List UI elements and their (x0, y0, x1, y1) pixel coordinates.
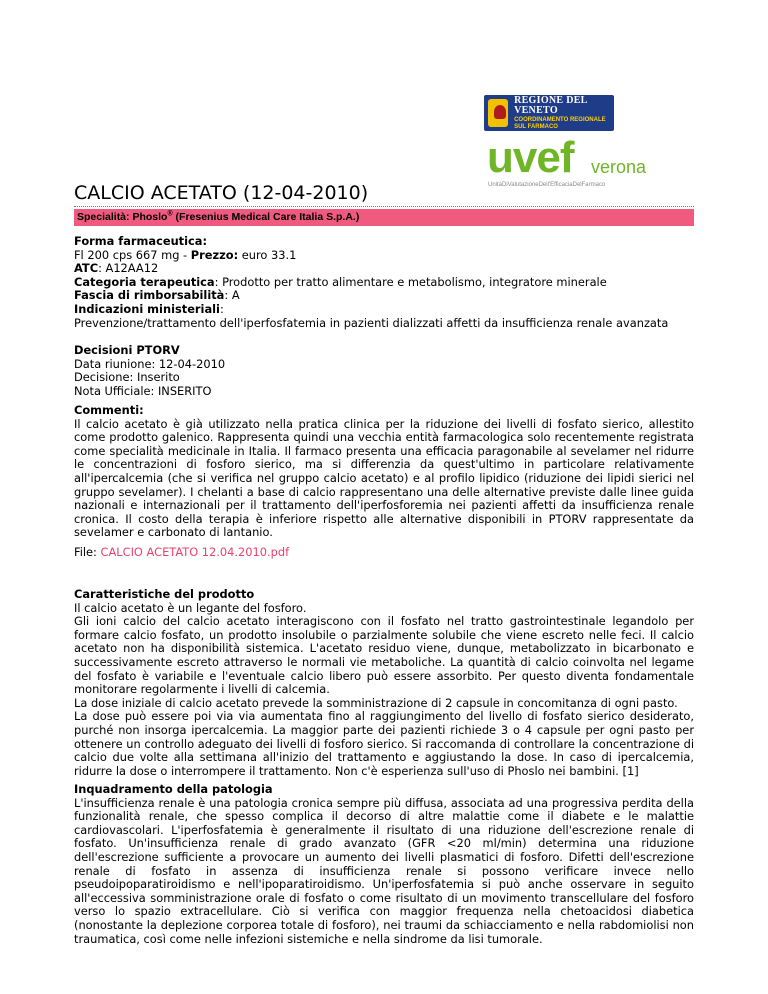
categoria-value: : Prodotto per tratto alimentare e metabolismo, integratore minerale (214, 274, 607, 289)
inquadramento-section (74, 783, 694, 946)
file-link[interactable]: CALCIO ACETATO 12.04.2010.pdf (100, 545, 290, 559)
caratteristiche-para1: Gli ioni calcio del calcio acetato interagiscono con il fosfato nel tratto gastrointestinale legandolo per formare calcio fosfato, un prodotto insolubile o parzialmente solubile che viene escreto nelle feci. Il calcio acetato non ha disponibilità sistemica. L'acetato residuo viene, dunque, metabolizzato in bicarbonato e successivamente escreto attraverso le normali vie metaboliche. La quantità di calcio coinvolta nel legame del fosfato è variabile e l'eventuale calcio libero può essere assorbito. Per questo diventa fondamentale monitorare regolarmente i livelli di calcemia. (74, 614, 694, 697)
inquadramento-heading: Inquadramento della patologia (74, 782, 273, 796)
indicazioni-colon: : (219, 301, 224, 316)
categoria-label: Categoria terapeutica (74, 274, 215, 289)
decisioni-data: Data riunione: 12-04-2010 (74, 356, 226, 371)
commenti-heading: Commenti: (74, 403, 144, 417)
commenti-text: Il calcio acetato è già utilizzato nella pratica clinica per la riduzione dei livelli di fosfato sierico, allestito come prodotto galenico. Rappresenta quindi una vecchia entità farmacologica solo recentemente registrata come specialità medicinale in Italia. Il farmaco presenta una efficacia paragonabile al sevelamer nel ridurre le concentrazioni di fosforo sierico, ma si differenzia da quest'ultimo in particolare relativamente all'ipercalcemia (che si verifica nel gruppo calcio acetato) e al profilo lipidico (riduzione dei lipidi sierici nel gruppo sevelamer). I chelanti a base di calcio rappresentano una delle alternative previste dalle linee guida nazionali e internazionali per il trattamento dell'iperfosforemia nei pazienti affetti da insufficienza renale cronica. Il costo della terapia è inferiore rispetto alle alternative disponibili in PTORV rappresentate da sevelamer e carbonato di lantanio. (74, 416, 694, 540)
file-label: File: (74, 545, 101, 559)
caratteristiche-para2: La dose può essere poi via via aumentata fino al raggiungimento del livello di fosfato sierico desiderato, purché non insorga ipercalcemia. La maggior parte dei pazienti richiede 3 o 4 capsule per ogni pasto per ottenere un controllo adeguato dei livelli di fosforo sierico. Si raccomanda di controllare la concentrazione di calcio due volte alla settimana all'inizio del trattamento e aggiustando la dose. In caso di ipercalcemia, ridurre la dose o interrompere il trattamento. Non c'è esperienza sull'uso di Phoslo nei bambini. [1] (74, 709, 694, 778)
uvef-logo-tagline: UnitàDiValutazioneDell'EfficaciaDelFarmaco (488, 182, 606, 188)
specialty-prefix: Specialità: Phoslo (77, 211, 168, 223)
caratteristiche-heading: Caratteristiche del prodotto (74, 587, 255, 601)
atc-label: ATC (74, 261, 99, 276)
decisioni-section (74, 344, 694, 398)
region-lion-icon (488, 99, 508, 127)
page-title: CALCIO ACETATO (12-04-2010) (74, 182, 369, 204)
fascia-value: : A (224, 288, 240, 303)
specialty-bar (74, 209, 694, 226)
specialty-suffix: (Fresenius Medical Care Italia S.p.A.) (172, 211, 360, 223)
caratteristiche-section (74, 588, 694, 778)
caratteristiche-line1: Il calcio acetato è un legante del fosforo. (74, 600, 307, 615)
forma-label: Forma farmaceutica: (74, 234, 208, 248)
prezzo-value: euro 33.1 (238, 247, 297, 262)
region-logo-line1: REGIONE DEL VENETO (514, 95, 588, 116)
forma-value: Fl 200 cps 667 mg - (74, 247, 191, 262)
uvef-logo-main: uvef (487, 133, 574, 182)
decisioni-heading: Decisioni PTORV (74, 343, 180, 357)
prezzo-label: Prezzo: (190, 247, 239, 262)
title-divider (74, 206, 694, 207)
region-logo (484, 95, 614, 131)
inquadramento-text: L'insufficienza renale è una patologia cronica sempre più diffusa, associata ad una progressiva perdita della funzionalità renale, che spesso complica il decorso di altre malattie come il diabete e le malattie cardiovascolari. L'iperfosfatemia è generalmente il risultato di una riduzione dell'escrezione renale di fosfato. Un'insufficienza renale di grado avanzato (GFR <20 ml/min) determina una riduzione dell'escrezione sufficiente a provocare un aumento dei livelli plasmatici di fosforo. Difetti dell'escrezione renale di fosfato in assenza di insufficienza renale si possono verificare invece nello pseudoipoparatiroidismo e nell'ipoparatiroidismo. Un'iperfosfatemia si può anche osservare in seguito all'eccessiva somministrazione orale di fosfato o come risultato di un movimento transcellulare del fosforo verso lo spazio extracellulare. Ciò si verifica con maggior frequenza nella chetoacidosi diabetica (nonostante la deplezione corporea totale di fosforo), nei traumi da schiacciamento e nella rabdomiolisi non traumatica, così come nelle infezioni sistemiche e nella sindrome da lisi tumorale. (74, 795, 694, 946)
file-section (74, 546, 694, 560)
info-section (74, 235, 694, 330)
region-logo-line2: COORDINAMENTO REGIONALE (514, 117, 606, 123)
commenti-section (74, 404, 694, 540)
uvef-logo (487, 133, 687, 188)
region-logo-line3: SUL FARMACO (514, 124, 558, 130)
caratteristiche-line2: La dose iniziale di calcio acetato prevede la somministrazione di 2 capsule in concomitanza di ogni pasto. (74, 695, 678, 710)
uvef-logo-sub: verona (591, 157, 647, 177)
decisioni-decisione: Decisione: Inserito (74, 370, 180, 385)
fascia-label: Fascia di rimborsabilità (74, 288, 225, 303)
indicazioni-label: Indicazioni ministeriali (74, 301, 220, 316)
decisioni-nota: Nota Ufficiale: INSERITO (74, 383, 212, 398)
indicazioni-value: Prevenzione/trattamento dell'iperfosfatemia in pazienti dializzati affetti da insufficienza renale avanzata (74, 315, 669, 330)
registered-mark: ® (167, 210, 173, 218)
atc-value: : A12AA12 (98, 261, 159, 276)
